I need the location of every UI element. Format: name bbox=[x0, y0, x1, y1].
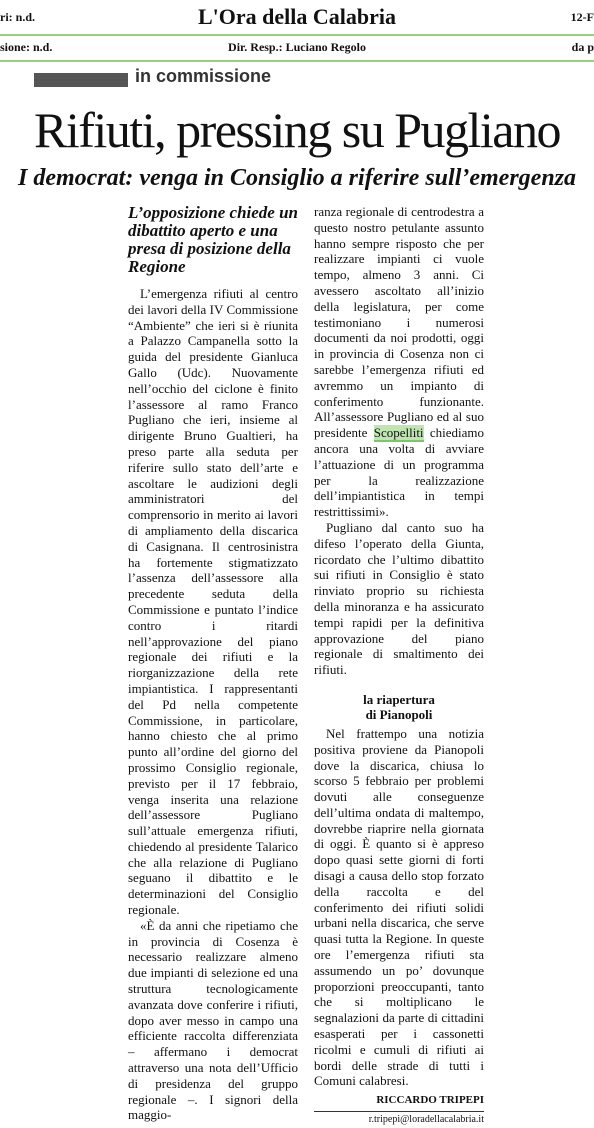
section-heading-line-1: la riapertura bbox=[363, 691, 435, 707]
paragraph-3 bbox=[314, 204, 484, 520]
header-divider bbox=[0, 34, 594, 36]
article-column-2 bbox=[314, 204, 484, 1128]
article-subheadline: I democrat: venga in Consiglio a riferire sull’emergenza bbox=[18, 165, 576, 191]
article-headline: Rifiuti, pressing su Pugliano bbox=[34, 102, 560, 158]
paragraph-4: Pugliano dal canto suo ha difeso l’operato della Giunta, ricordato che l’ultimo dibattito sui rifiuti in Consiglio è stato rinviato proprio su richiesta della minoranza e ha assicurato tempi rapidi per la definitiva approvazione del piano regionale di smaltimento dei rifiuti. bbox=[314, 519, 484, 678]
section-heading bbox=[314, 692, 484, 722]
header-left-bottom: sione: n.d. bbox=[0, 40, 53, 54]
paragraph-3-end: chiediamo ancora una volta di avviare l’attuazione di un programma per la realizzazione dell’impiantistica in tempi restrittissimi». bbox=[314, 425, 485, 520]
kicker-bar bbox=[34, 73, 128, 87]
director-line: Dir. Resp.: Luciano Regolo bbox=[228, 40, 366, 54]
header-divider-bottom bbox=[0, 60, 594, 62]
article-lead: L’opposizione chiede un dibattito aperto e una presa di posizione della Regione bbox=[128, 203, 299, 276]
kicker-label: in commissione bbox=[135, 66, 272, 86]
publication-title: L'Ora della Calabria bbox=[198, 4, 396, 29]
author-byline: RICCARDO TRIPEPI bbox=[376, 1094, 484, 1107]
paragraph-5: Nel frattempo una notizia positiva proviene da Pianopoli dove la discarica, chiusa lo scorso 5 febbraio per problemi dovuti alle conseguenze dell’ultima ondata di maltempo, dovrebbe riaprire nella giornata di oggi. È quanto si è appreso dopo quasi sette giorni di forti disagi a causa dello stop forzato della raccolta e del conferimento dei rifiuti solidi urbani nella discarica, che serve quasi tutta la Regione. In queste ore l’emergenza rifiuti sta assumendo un po’ dovunque proporzioni preoccupanti, tanto che si moltiplicano le segnalazioni da parte di cittadini esasperati per i cassonetti ricolmi e cumuli di rifiuti ai bordi delle strade di tutti i Comuni calabresi. bbox=[314, 725, 484, 1089]
paragraph-2: «È da anni che ripetiamo che in provincia di Cosenza è necessario realizzare almeno due impianti di selezione ed una struttura tecnologicamente avanzata dove conferire i rifiuti, dopo aver messo in campo una efficiente raccolta differenziata – affermano i democrat attraverso una nota dell’Ufficio di presidenza del gruppo regionale –. I signori della maggio- bbox=[128, 917, 298, 1123]
article-column-1 bbox=[128, 204, 298, 1123]
section-heading-line-2: di Pianopoli bbox=[365, 706, 433, 722]
highlighted-word: Scopelliti bbox=[373, 425, 424, 441]
author-email: r.tripepi@loradellacalabria.it bbox=[368, 1114, 484, 1126]
paragraph-1: L’emergenza rifiuti al centro dei lavori della IV Commissione “Ambiente” che ieri si è riunita a Palazzo Campanella sotto la guida del presidente Gianluca Gallo (Udc). Nuovamente nell’occhio del ciclone è finito l’assessore al ramo Franco Pugliano che ieri, insieme al dirigente Bruno Gualtieri, ha preso parte alla seduta per riferire sullo stato dell’arte e ascoltare le audizioni degli amministratori del comprensorio in merito ai lavori di ampliamento della discarica di Casignana. Il centrosinistra ha fortemente stigmatizzato l’assenza dell’assessore alla precedente seduta della Commissione e puntato l’indice contro i ritardi nell’approvazione del piano regionale dei rifiuti e la riorganizzazione della rete impiantistica. I rappresentanti del Pd nella competente Commissione, in particolare, hanno chiesto che al primo punto all’ordine del giorno del prossimo Consiglio regionale, previsto per il 17 febbraio, venga inserita una relazione dell’assessore Pugliano sull’attuale emergenza rifiuti, chiedendo al presidente Talarico che alla relazione di Pugliano seguano il dibattito e le determinazioni del Consiglio regionale. bbox=[128, 286, 298, 918]
header-right-top: 12-F bbox=[570, 10, 594, 24]
header-right-bottom: da p bbox=[571, 40, 594, 54]
header-left-top: ri: n.d. bbox=[0, 10, 36, 24]
paragraph-3-start: ranza regionale di centrodestra a questo nostro petulante assunto hanno sempre risposto che per realizzare impianti ci vuole tempo, almeno 3 anni. Ci avessero ascoltato all’inizio della legislatura, per come testimoniano i numerosi documenti da noi prodotti, oggi in provincia di Cosenza non ci sarebbe l’emergenza rifiuti ed avremmo un impianto di conferimento funzionante. All’assessore Pugliano ed al suo presidente bbox=[314, 204, 484, 441]
